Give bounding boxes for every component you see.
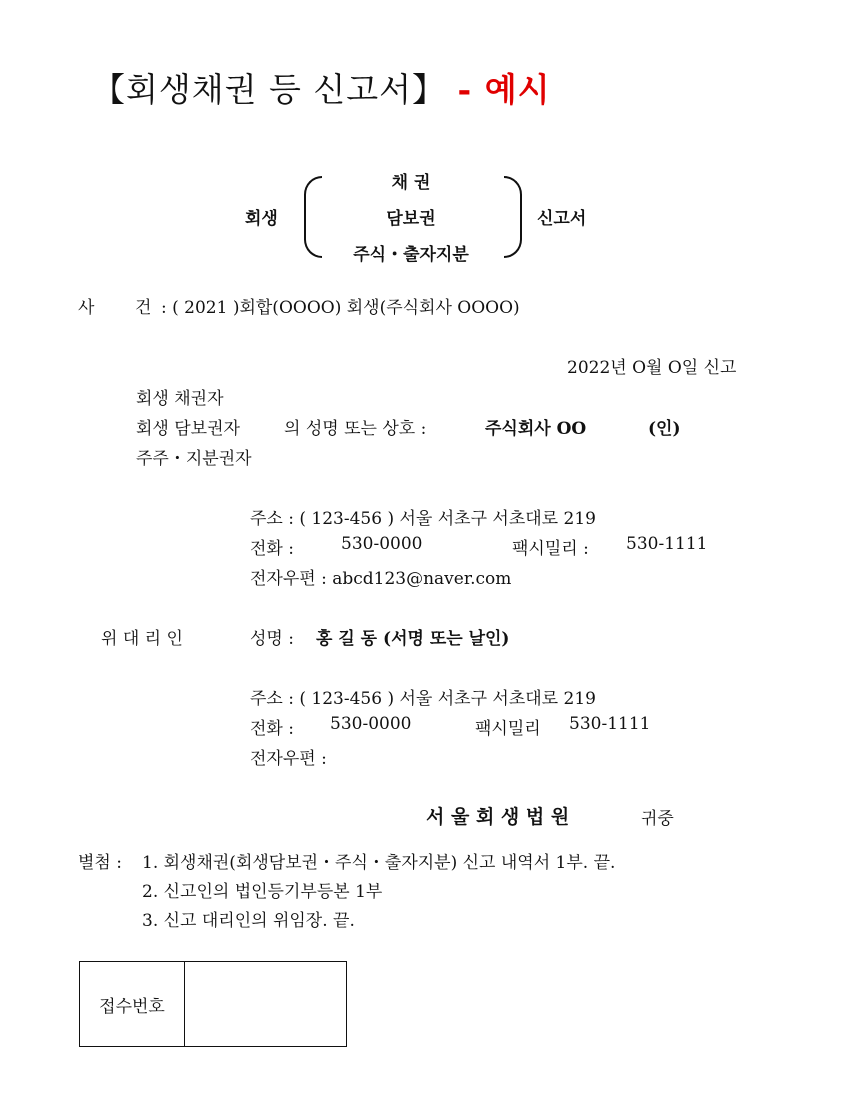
claimant-phone-label: 전화 : [250, 539, 294, 559]
court-suffix: 귀중 [641, 809, 674, 829]
claimant-name-label: 의 성명 또는 상호 : [284, 419, 427, 439]
heading-item-claim: 채 권 [391, 173, 431, 193]
claimant-phone: 530-0000 [341, 534, 423, 554]
claimant-type-shareholder: 주주・지분권자 [136, 449, 252, 469]
agent-address: 주소 : ( 123-456 ) 서울 서초구 서초대로 219 [250, 689, 596, 709]
case-label-1: 사 [78, 298, 95, 318]
agent-label: 위 대 리 인 [101, 629, 183, 649]
agent-name-value: 홍 길 동 (서명 또는 날인) [316, 629, 510, 649]
agent-phone-label: 전화 : [250, 719, 294, 739]
attachments-label: 별첨 : [78, 853, 122, 873]
agent-fax: 530-1111 [569, 714, 651, 734]
receipt-number-label: 접수번호 [80, 962, 185, 1046]
heading-left: 회생 [245, 209, 278, 229]
claimant-email: 전자우편 : abcd123@naver.com [250, 569, 512, 589]
heading-close-paren [504, 176, 522, 258]
heading-open-paren [304, 176, 322, 258]
attachment-item: 2. 신고인의 법인등기부등본 1부 [142, 882, 383, 902]
agent-phone: 530-0000 [330, 714, 412, 734]
claimant-address: 주소 : ( 123-456 ) 서울 서초구 서초대로 219 [250, 509, 596, 529]
heading-item-shares: 주식・출자지분 [353, 245, 469, 265]
filing-date: 2022년 O월 O일 신고 [567, 358, 737, 378]
court-name: 서 울 회 생 법 원 [426, 806, 570, 828]
claimant-type-security: 회생 담보권자 [136, 419, 240, 439]
claimant-fax-label: 팩시밀리 : [512, 539, 589, 559]
claimant-type-claim: 회생 채권자 [136, 389, 224, 409]
case-text: : ( 2021 )회합(OOOO) 회생(주식회사 OOOO) [161, 298, 520, 318]
claimant-name-value: 주식회사 OO [485, 419, 587, 439]
agent-fax-label: 팩시밀리 [475, 719, 541, 739]
case-label-2: 건 [135, 298, 152, 318]
title-main: 【회생채권 등 신고서】 [92, 70, 447, 109]
attachment-item: 3. 신고 대리인의 위임장. 끝. [142, 911, 355, 931]
claimant-seal: (인) [648, 419, 681, 439]
heading-right: 신고서 [537, 209, 587, 229]
claimant-fax: 530-1111 [626, 534, 708, 554]
agent-name-label: 성명 : [250, 629, 294, 649]
receipt-number-box [79, 961, 347, 1047]
heading-item-security: 담보권 [386, 209, 436, 229]
agent-email: 전자우편 : [250, 749, 327, 769]
document-title [92, 64, 550, 111]
title-example-marker: - 예시 [457, 70, 551, 109]
receipt-number-field[interactable] [185, 962, 346, 1046]
attachment-item: 1. 회생채권(회생담보권・주식・출자지분) 신고 내역서 1부. 끝. [142, 853, 616, 873]
